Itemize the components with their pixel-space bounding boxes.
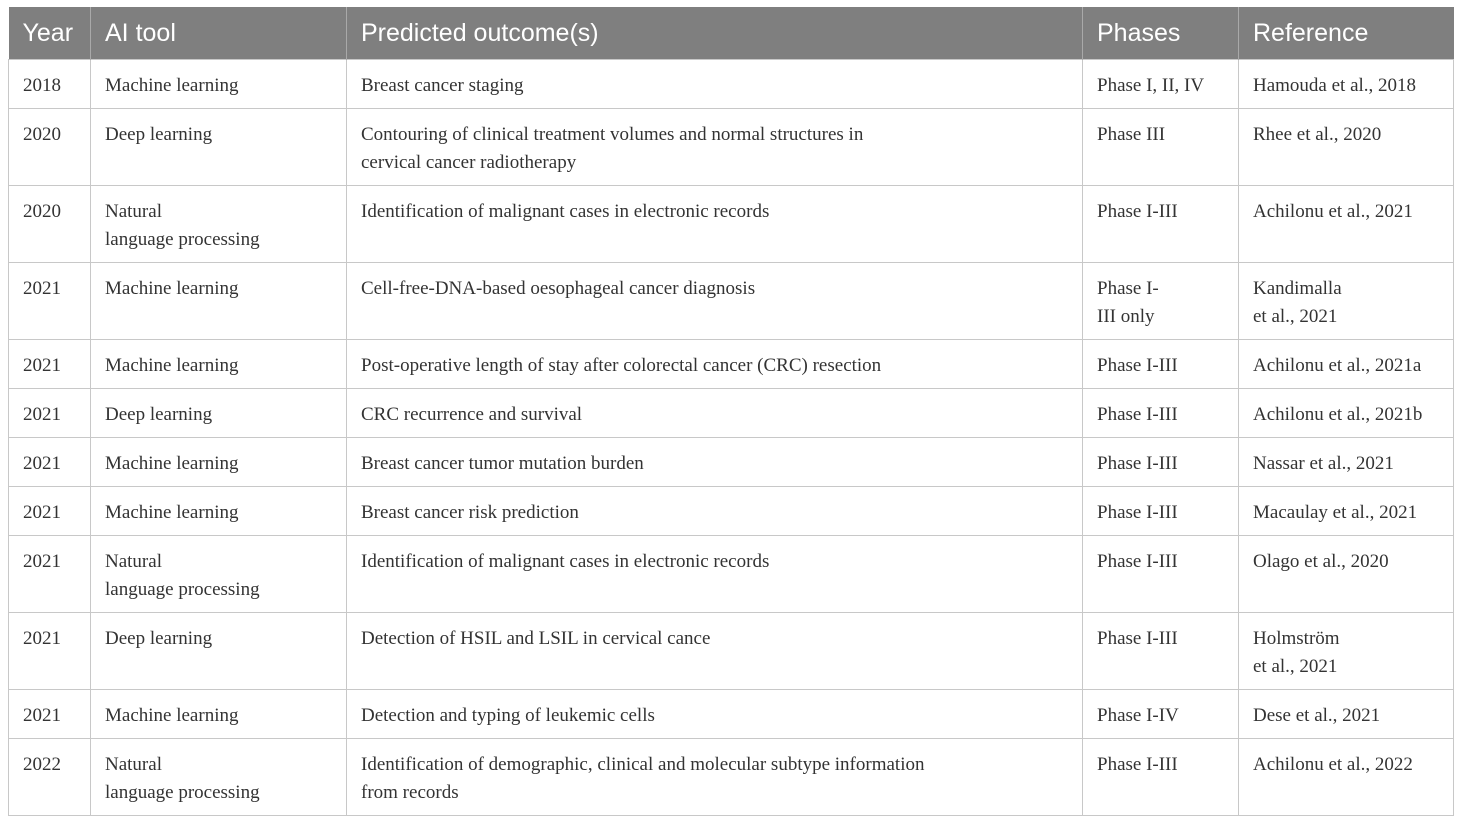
cell-predicted-outcome-line: Breast cancer tumor mutation burden (361, 453, 644, 474)
cell-ai-tool-line: language processing (105, 229, 260, 250)
cell-phases (1083, 690, 1239, 739)
cell-reference (1239, 487, 1454, 536)
cell-reference (1239, 536, 1454, 613)
column-header-reference: Reference (1239, 7, 1454, 60)
cell-predicted-outcome-line: Identification of malignant cases in electronic records (361, 551, 770, 572)
cell-phases-line: Phase I-III (1097, 355, 1178, 376)
cell-predicted-outcome (347, 340, 1083, 389)
cell-ai-tool (91, 487, 347, 536)
cell-phases (1083, 263, 1239, 340)
table-row (9, 690, 1454, 739)
table-header-row (9, 7, 1454, 60)
cell-phases (1083, 536, 1239, 613)
cell-phases-line: Phase I- (1097, 278, 1159, 299)
cell-phases-line: Phase I, II, IV (1097, 75, 1205, 96)
table-row (9, 536, 1454, 613)
cell-predicted-outcome (347, 536, 1083, 613)
cell-phases-line: Phase I-III (1097, 551, 1178, 572)
table-row (9, 613, 1454, 690)
cell-year: 2021 (9, 438, 91, 487)
cell-reference (1239, 389, 1454, 438)
table-row (9, 487, 1454, 536)
cell-predicted-outcome (347, 613, 1083, 690)
cell-ai-tool (91, 340, 347, 389)
cell-reference-line: Achilonu et al., 2021b (1253, 404, 1423, 425)
cell-year: 2018 (9, 60, 91, 109)
cell-reference-line: et al., 2021 (1253, 306, 1338, 327)
cell-reference-line: Kandimalla (1253, 278, 1342, 299)
cell-reference-line: Olago et al., 2020 (1253, 551, 1389, 572)
cell-phases (1083, 487, 1239, 536)
cell-reference (1239, 263, 1454, 340)
table-row (9, 186, 1454, 263)
cell-phases-line: Phase III (1097, 124, 1166, 145)
cell-phases (1083, 60, 1239, 109)
cell-phases-line: Phase I-III (1097, 201, 1178, 222)
column-header-ai-tool: AI tool (91, 7, 347, 60)
ai-tools-table (8, 7, 1454, 816)
cell-reference-line: Hamouda et al., 2018 (1253, 75, 1417, 96)
cell-year: 2021 (9, 263, 91, 340)
cell-reference-line: Achilonu et al., 2021 (1253, 201, 1413, 222)
cell-year: 2021 (9, 613, 91, 690)
cell-ai-tool (91, 186, 347, 263)
table-row (9, 739, 1454, 816)
table-row (9, 438, 1454, 487)
cell-predicted-outcome-line: Identification of demographic, clinical and molecular subtype information (361, 754, 925, 775)
cell-reference-line: Holmström (1253, 628, 1340, 649)
cell-ai-tool (91, 60, 347, 109)
cell-reference (1239, 186, 1454, 263)
cell-phases-line: Phase I-III (1097, 404, 1178, 425)
cell-predicted-outcome (347, 739, 1083, 816)
cell-ai-tool-line: language processing (105, 579, 260, 600)
cell-phases (1083, 186, 1239, 263)
cell-year: 2020 (9, 186, 91, 263)
cell-reference (1239, 340, 1454, 389)
cell-reference-line: Dese et al., 2021 (1253, 705, 1381, 726)
table-row (9, 109, 1454, 186)
cell-reference-line: Nassar et al., 2021 (1253, 453, 1394, 474)
cell-predicted-outcome (347, 60, 1083, 109)
cell-year: 2021 (9, 340, 91, 389)
cell-year: 2021 (9, 389, 91, 438)
cell-phases-line: Phase I-III (1097, 628, 1178, 649)
cell-reference (1239, 109, 1454, 186)
cell-ai-tool-line: Machine learning (105, 75, 239, 96)
cell-year: 2020 (9, 109, 91, 186)
cell-predicted-outcome-line: cervical cancer radiotherapy (361, 152, 577, 173)
cell-predicted-outcome (347, 109, 1083, 186)
cell-reference-line: et al., 2021 (1253, 656, 1338, 677)
table-row (9, 389, 1454, 438)
cell-predicted-outcome-line: Post-operative length of stay after colorectal cancer (CRC) resection (361, 355, 882, 376)
cell-predicted-outcome-line: Detection and typing of leukemic cells (361, 705, 655, 726)
cell-reference (1239, 690, 1454, 739)
cell-year: 2021 (9, 536, 91, 613)
cell-ai-tool-line: Machine learning (105, 502, 239, 523)
cell-reference-line: Rhee et al., 2020 (1253, 124, 1382, 145)
cell-predicted-outcome (347, 186, 1083, 263)
cell-ai-tool-line: Deep learning (105, 628, 213, 649)
cell-reference (1239, 60, 1454, 109)
table-body (9, 60, 1454, 816)
cell-predicted-outcome (347, 690, 1083, 739)
cell-reference-line: Achilonu et al., 2021a (1253, 355, 1422, 376)
cell-ai-tool-line: Natural (105, 754, 162, 775)
cell-ai-tool-line: Machine learning (105, 355, 239, 376)
column-header-year: Year (9, 7, 91, 60)
column-header-phases: Phases (1083, 7, 1239, 60)
cell-phases-line: Phase I-III (1097, 754, 1178, 775)
cell-ai-tool-line: language processing (105, 782, 260, 803)
cell-predicted-outcome (347, 389, 1083, 438)
cell-phases (1083, 613, 1239, 690)
cell-ai-tool (91, 438, 347, 487)
cell-reference-line: Macaulay et al., 2021 (1253, 502, 1418, 523)
cell-predicted-outcome (347, 438, 1083, 487)
cell-ai-tool (91, 739, 347, 816)
cell-ai-tool (91, 263, 347, 340)
cell-phases-line: Phase I-III (1097, 502, 1178, 523)
cell-reference (1239, 613, 1454, 690)
cell-ai-tool-line: Natural (105, 551, 162, 572)
cell-ai-tool (91, 389, 347, 438)
cell-predicted-outcome-line: Cell-free-DNA-based oesophageal cancer diagnosis (361, 278, 756, 299)
cell-phases (1083, 389, 1239, 438)
cell-ai-tool-line: Deep learning (105, 124, 213, 145)
cell-predicted-outcome-line: Identification of malignant cases in electronic records (361, 201, 770, 222)
cell-ai-tool (91, 109, 347, 186)
table-row (9, 340, 1454, 389)
cell-predicted-outcome-line: Detection of HSIL and LSIL in cervical cance (361, 628, 711, 649)
cell-phases (1083, 739, 1239, 816)
cell-predicted-outcome-line: from records (361, 782, 459, 803)
cell-reference-line: Achilonu et al., 2022 (1253, 754, 1413, 775)
cell-phases (1083, 438, 1239, 487)
cell-ai-tool-line: Machine learning (105, 278, 239, 299)
cell-predicted-outcome-line: Breast cancer risk prediction (361, 502, 579, 523)
cell-year: 2021 (9, 487, 91, 536)
column-header-predicted-outcomes: Predicted outcome(s) (347, 7, 1083, 60)
cell-reference (1239, 739, 1454, 816)
cell-ai-tool-line: Machine learning (105, 705, 239, 726)
cell-predicted-outcome-line: Breast cancer staging (361, 75, 524, 96)
cell-predicted-outcome-line: CRC recurrence and survival (361, 404, 583, 425)
cell-ai-tool (91, 690, 347, 739)
cell-phases-line: Phase I-III (1097, 453, 1178, 474)
cell-ai-tool-line: Deep learning (105, 404, 213, 425)
cell-year: 2022 (9, 739, 91, 816)
cell-predicted-outcome (347, 263, 1083, 340)
cell-phases (1083, 109, 1239, 186)
cell-reference (1239, 438, 1454, 487)
cell-ai-tool (91, 613, 347, 690)
cell-ai-tool-line: Natural (105, 201, 162, 222)
cell-phases-line: III only (1097, 306, 1155, 327)
cell-year: 2021 (9, 690, 91, 739)
table-row (9, 263, 1454, 340)
cell-phases-line: Phase I-IV (1097, 705, 1179, 726)
cell-ai-tool (91, 536, 347, 613)
table-row (9, 60, 1454, 109)
cell-ai-tool-line: Machine learning (105, 453, 239, 474)
cell-phases (1083, 340, 1239, 389)
cell-predicted-outcome (347, 487, 1083, 536)
cell-predicted-outcome-line: Contouring of clinical treatment volumes and normal structures in (361, 124, 864, 145)
